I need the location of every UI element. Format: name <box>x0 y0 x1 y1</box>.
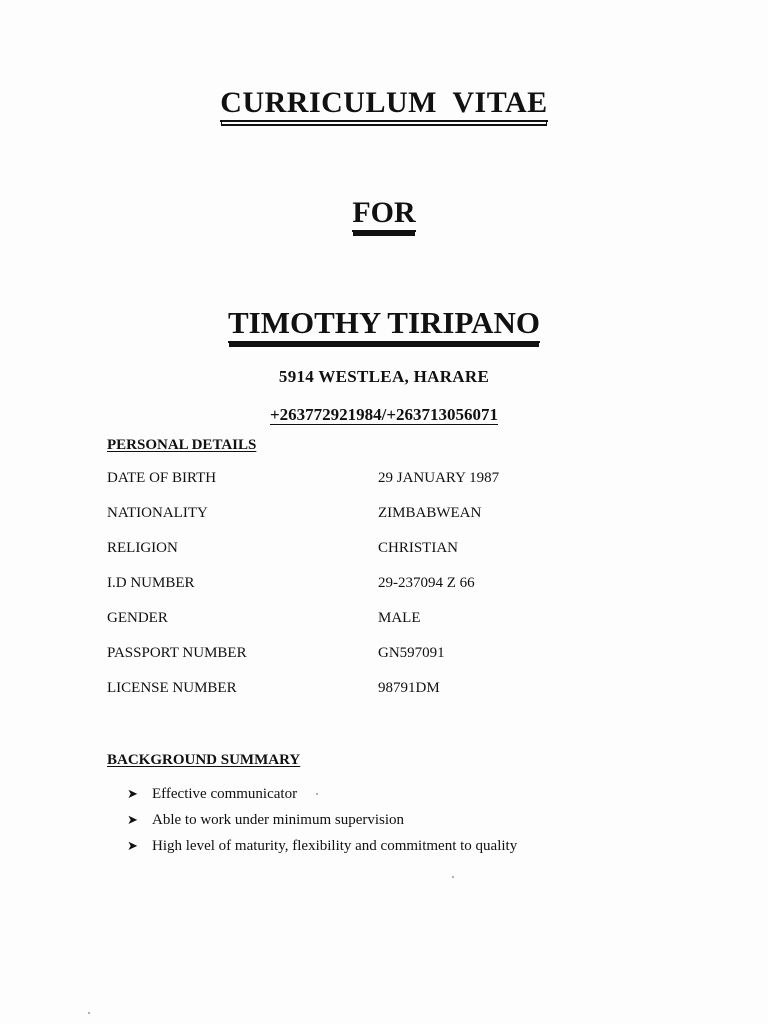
document-title-text: CURRICULUM VITAE <box>220 86 547 122</box>
candidate-phone <box>0 405 768 425</box>
for-label <box>0 196 768 230</box>
detail-row <box>107 645 667 680</box>
background-summary-list <box>127 786 517 864</box>
detail-label: DATE OF BIRTH <box>107 470 217 486</box>
detail-row <box>107 610 667 645</box>
detail-row <box>107 575 667 610</box>
detail-label: NATIONALITY <box>107 505 208 521</box>
detail-label: GENDER <box>107 610 168 626</box>
detail-label: RELIGION <box>107 540 178 556</box>
list-item <box>127 786 517 812</box>
list-item-text: Effective communicator <box>152 786 298 802</box>
candidate-phone-text: +263772921984/+263713056071 <box>269 405 499 424</box>
for-label-text: FOR <box>352 196 415 232</box>
detail-value: 98791DM <box>378 680 440 696</box>
scan-speck <box>316 793 318 795</box>
document-title <box>0 86 768 120</box>
arrowhead-bullet-icon: ➤ <box>127 786 138 801</box>
detail-value: ZIMBABWEAN <box>378 505 482 521</box>
arrowhead-bullet-icon: ➤ <box>127 812 138 827</box>
detail-value: GN597091 <box>378 645 445 661</box>
arrowhead-bullet-icon: ➤ <box>127 838 138 853</box>
list-item-text: High level of maturity, flexibility and commitment to quality <box>152 838 518 854</box>
detail-label: I.D NUMBER <box>107 575 195 591</box>
detail-value: 29-237094 Z 66 <box>378 575 475 591</box>
background-summary-heading: BACKGROUND SUMMARY <box>107 752 301 768</box>
detail-value: CHRISTIAN <box>378 540 459 556</box>
detail-row <box>107 470 667 505</box>
detail-label: PASSPORT NUMBER <box>107 645 247 661</box>
candidate-name-text: TIMOTHY TIRIPANO <box>228 305 540 343</box>
list-item <box>127 812 517 838</box>
list-item-text: Able to work under minimum supervision <box>152 812 405 828</box>
detail-row <box>107 680 667 715</box>
scan-speck <box>452 876 454 878</box>
candidate-name <box>0 305 768 341</box>
personal-details-heading: PERSONAL DETAILS <box>107 437 257 453</box>
list-item <box>127 838 517 864</box>
detail-row <box>107 505 667 540</box>
personal-details-table <box>107 470 667 715</box>
detail-value: 29 JANUARY 1987 <box>378 470 500 486</box>
detail-row <box>107 540 667 575</box>
candidate-address: 5914 WESTLEA, HARARE <box>278 367 490 386</box>
detail-label: LICENSE NUMBER <box>107 680 237 696</box>
detail-value: MALE <box>378 610 421 626</box>
scan-speck <box>88 1012 90 1014</box>
